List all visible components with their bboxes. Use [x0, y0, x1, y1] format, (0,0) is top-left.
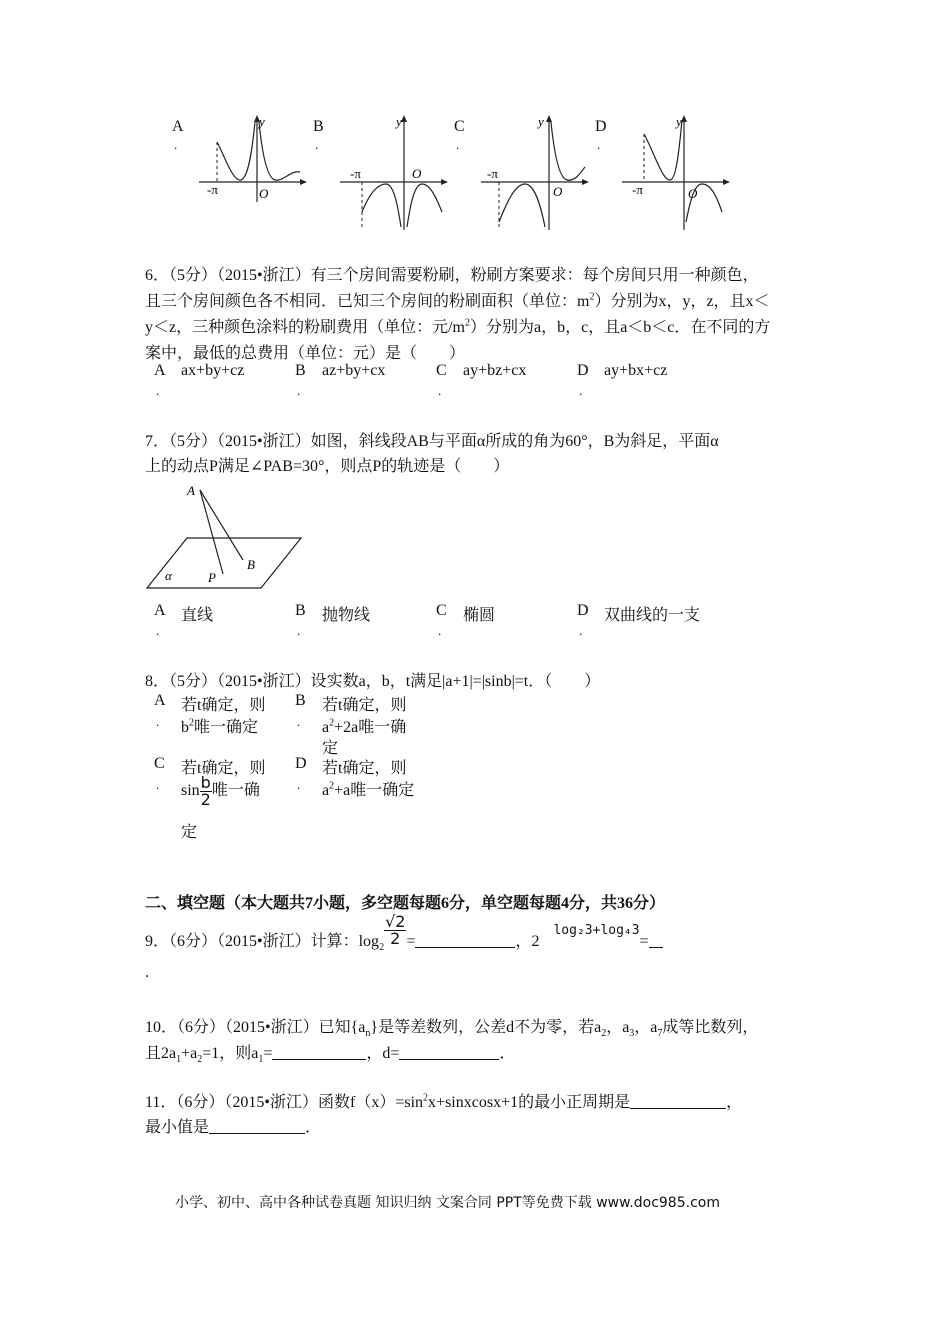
q6-option-d-text[interactable]: ay+bx+cz [604, 362, 668, 379]
q7-option-c-label[interactable]: C [436, 602, 447, 619]
q8-option-a-line-1[interactable]: 若t确定，则 [181, 697, 266, 714]
graph-a-origin: O [259, 186, 269, 201]
q6-option-d-label[interactable]: D [577, 362, 589, 379]
q8-option-b-label[interactable]: B [295, 692, 306, 709]
q8-option-c-line-1[interactable]: 若t确定，则 [181, 760, 266, 777]
q10-blank-2[interactable] [399, 1045, 499, 1060]
q6-option-c-label[interactable]: C [436, 362, 447, 379]
q7-point-b: B [247, 557, 255, 572]
q11-blank-1[interactable] [630, 1094, 726, 1109]
q7-option-a-text[interactable]: 直线 [181, 607, 214, 624]
graph-b-origin: O [412, 166, 422, 181]
q7-line-2: 上的动点P满足∠PAB=30°，则点P的轨迹是（ ） [145, 458, 510, 475]
q11-line-2: 最小值是 ． [145, 1119, 322, 1136]
q6-option-a-label[interactable]: A [154, 362, 166, 379]
q8-option-c-label[interactable]: C [154, 755, 165, 772]
q7-option-b-text[interactable]: 抛物线 [322, 607, 371, 624]
section-2-title: 二、填空题（本大题共7小题，多空题每题6分，单空题每题4分，共36分） [145, 895, 666, 912]
graph-c-neg-pi: -π [487, 166, 498, 181]
q8-option-b-line-1[interactable]: 若t确定，则 [322, 697, 407, 714]
q8-option-d-label[interactable]: D [295, 755, 307, 772]
q9-blank-2[interactable] [649, 933, 663, 948]
q5-option-c-label: C [454, 118, 465, 135]
q6-line-1: 6．（5分）（2015•浙江）有三个房间需要粉刷，粉刷方案要求：每个房间只用一种颜色， [145, 267, 759, 284]
q7-option-b-label[interactable]: B [295, 602, 306, 619]
page-footer: 小学、初中、高中各种试卷真题 知识归纳 文案合同 PPT等免费下载 www.doc985.com [175, 1195, 720, 1211]
q8-option-a-label[interactable]: A [154, 692, 166, 709]
graph-d-y: y [676, 114, 682, 129]
q5-option-d-label: D [595, 118, 607, 135]
q6-line-3: y＜z，三种颜色涂料的粉刷费用（单位：元$/m^2$）分别为a，b，c，且a＜b＜c．在不同的方 [145, 317, 771, 336]
q6-line-4: 案中，最低的总费用（单位：元）是（ ） [145, 345, 466, 362]
q7-figure [145, 480, 305, 592]
q8-option-b-line-3[interactable]: 定 [322, 740, 339, 757]
graph-a-y: y [259, 114, 265, 129]
q8-option-b-line-2[interactable]: $a^2+2a$唯一确 [322, 717, 407, 736]
graph-d-neg-pi: -π [632, 182, 643, 197]
graph-d-origin: O [688, 186, 698, 201]
q8-option-c-line-3[interactable]: 定 [181, 824, 198, 841]
q7-plane-alpha: α [165, 568, 172, 583]
graph-b-neg-pi: -π [350, 166, 361, 181]
q5-option-a-label: A [172, 118, 184, 135]
q7-option-d-text[interactable]: 双曲线的一支 [604, 607, 701, 624]
q7-option-c-text[interactable]: 椭圆 [463, 607, 496, 624]
graph-c-origin: O [553, 184, 563, 199]
q10-line-1: 10．（6分）（2015•浙江）已知$\{a_n\}$是等差数列，公差d不为零，若$a_2$，$a_3$，$a_7$成等比数列， [145, 1019, 759, 1040]
q8-option-c-line-2[interactable]: sin $\frac{b}{2}$ 唯一确 [181, 773, 260, 809]
q6-option-b-text[interactable]: az+by+cx [322, 362, 386, 379]
q6-line-2: 且三个房间颜色各不相同．已知三个房间的粉刷面积（单位：$m^2$）分别为x，y，z，且x＜ [145, 291, 770, 310]
q7-option-a-label[interactable]: A [154, 602, 166, 619]
q6-option-c-text[interactable]: ay+bz+cx [463, 362, 527, 379]
q7-option-d-label[interactable]: D [577, 602, 589, 619]
q5-graph-a [195, 112, 307, 204]
q7-point-a: A [187, 483, 195, 498]
q8-stem: 8．（5分）（2015•浙江）设实数a，b，t满足|a+1|=|sinb|=t．（ ） [145, 673, 601, 690]
q5-option-b-label: B [313, 118, 324, 135]
q6-option-a-text[interactable]: ax+by+cz [181, 362, 245, 379]
q9-blank-1[interactable] [415, 933, 515, 948]
graph-a-neg-pi: -π [207, 182, 218, 197]
q9-exponent: log₂3+log₄3 [553, 923, 640, 938]
q5-graph-b [336, 112, 448, 232]
question-9: 9．（6分）（2015•浙江）计算：$\log_2$ $\frac{√2}{2}$ = ，2log₂3+log₄3= [145, 914, 663, 964]
q5-graph-d [618, 112, 730, 232]
q10-line-2: 且$2a_1+a_2=1$，则$a_1=$ ，d= ． [145, 1045, 516, 1066]
q7-point-p: P [208, 570, 216, 585]
q6-option-b-label[interactable]: B [295, 362, 306, 379]
q11-line-1: 11．（6分）（2015•浙江）函数$f(x)=\sin^2x+sinxcosx+1$的最小正周期是 ， [145, 1092, 743, 1111]
q8-option-a-line-2[interactable]: $b^2$唯一确定 [181, 717, 259, 736]
graph-b-y: y [396, 114, 402, 129]
q8-option-d-line-2[interactable]: $a^2+a$唯一确定 [322, 780, 415, 799]
q9-trailing-dot: . [145, 964, 149, 981]
q7-line-1: 7．（5分）（2015•浙江）如图，斜线段AB与平面α所成的角为60°，B为斜足，平面α [145, 433, 719, 450]
q11-blank-2[interactable] [209, 1119, 305, 1134]
q5-graph-c [477, 112, 589, 232]
graph-c-y: y [538, 114, 544, 129]
q10-blank-1[interactable] [272, 1045, 366, 1060]
q8-c-fraction: $\frac{b}{2}$ [200, 773, 211, 809]
q8-option-d-line-1[interactable]: 若t确定，则 [322, 760, 407, 777]
q9-fraction: $\frac{√2}{2}$ [385, 912, 406, 948]
